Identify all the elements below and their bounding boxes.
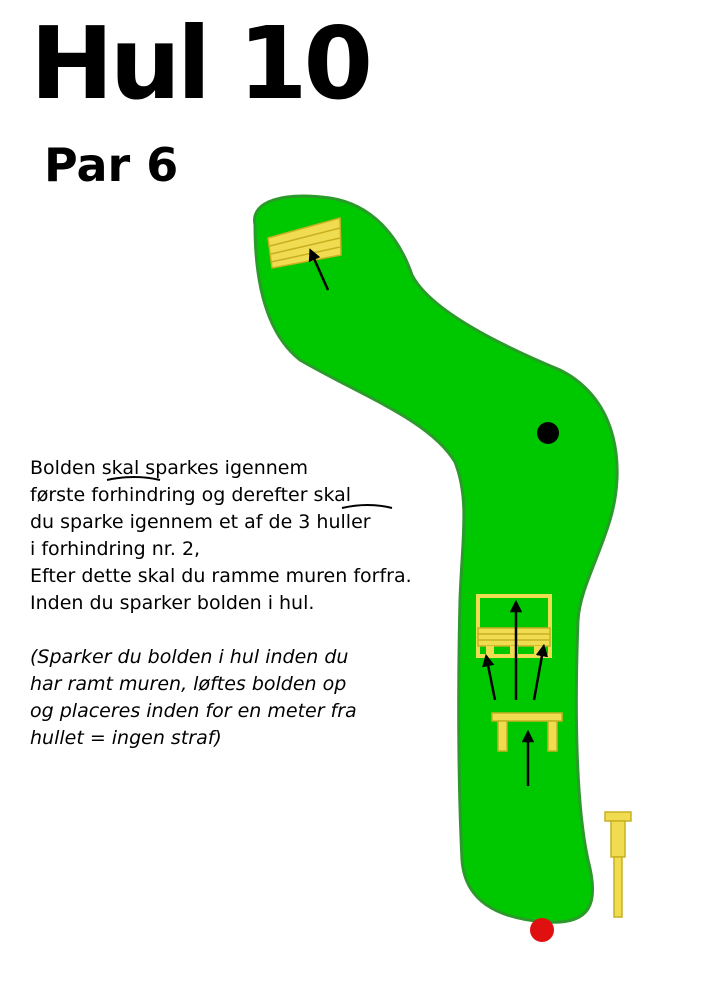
rule-line: i forhindring nr. 2, [30,538,201,560]
rule-line: første forhindring og derefter skal [30,484,352,506]
hole-icon [537,422,559,444]
rule-line: du sparke igennem et af de 3 huller [30,511,371,533]
tee-marker-icon [530,918,554,942]
hole-title: Hul 10 [30,5,370,122]
par-label: Par 6 [44,138,179,192]
note-line: hullet = ingen straf) [30,727,222,749]
note-line: har ramt muren, løftes bolden op [30,673,347,695]
rule-line: Efter dette skal du ramme muren forfra. [30,565,412,587]
rules-text [30,455,470,752]
note-line: (Sparker du bolden i hul inden du [30,646,349,668]
rule-line: Inden du sparker bolden i hul. [30,592,315,614]
post-icon [605,812,631,917]
rule-line: Bolden skal sparkes igennem [30,457,308,479]
note-line: og placeres inden for en meter fra [30,700,357,722]
